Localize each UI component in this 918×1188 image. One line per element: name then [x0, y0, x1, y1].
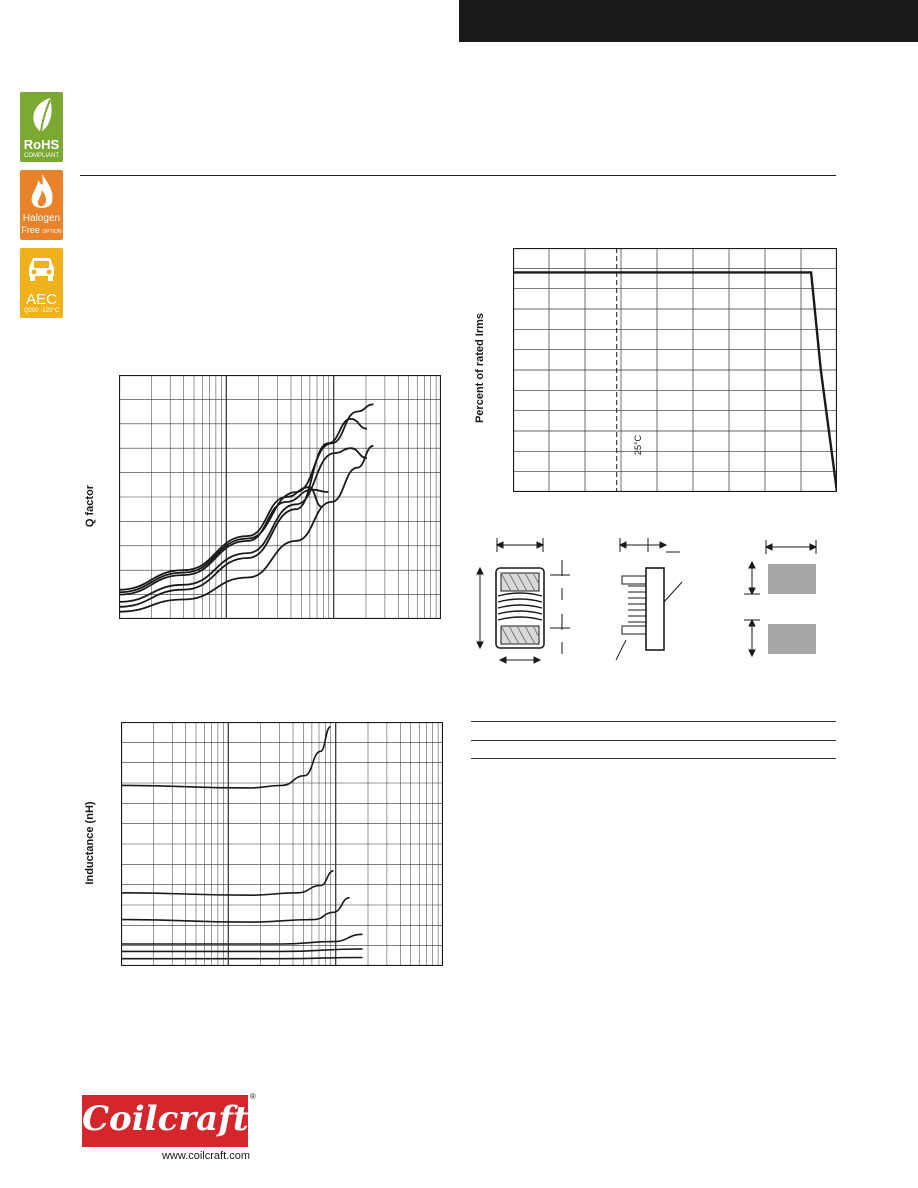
derating-y-label: Percent of rated Irms [474, 312, 486, 424]
derating-curve [513, 272, 837, 492]
series-line-4 [121, 934, 363, 944]
rohs-label: RoHS [23, 137, 60, 152]
series-line-6 [121, 958, 363, 959]
inductance-y-label: Inductance (nH) [84, 801, 96, 885]
car-icon [20, 248, 63, 292]
series-line-4 [119, 487, 322, 590]
series-line-1 [121, 727, 330, 788]
logo-text: Coilcraft [82, 1099, 249, 1139]
header-bar [459, 0, 918, 42]
q-factor-y-label: Q factor [84, 484, 96, 528]
registered-mark: ® [250, 1092, 256, 1101]
table-rule-top [471, 721, 836, 722]
temperature-marker-label: 25°C [633, 434, 643, 456]
halogen-free-label: Free [21, 225, 40, 235]
aec-sublabel: Q200 -125°C [23, 308, 60, 314]
grid [513, 248, 837, 492]
derating-chart [513, 248, 837, 492]
series-line-2 [121, 871, 334, 895]
aec-badge [20, 248, 63, 318]
inductance-chart [121, 722, 443, 966]
coilcraft-logo[interactable] [82, 1095, 248, 1147]
halogen-option-label: OPTION [42, 229, 62, 235]
leaf-icon [20, 92, 63, 136]
series-line-5 [119, 404, 373, 592]
component-dimension-drawing [470, 530, 840, 680]
grid [121, 722, 443, 966]
halogen-free-badge [20, 170, 63, 240]
aec-label: AEC [26, 291, 57, 308]
table-rule-bottom [471, 758, 836, 759]
q-factor-chart [119, 375, 441, 619]
section-rule [80, 175, 836, 176]
website-link[interactable]: www.coilcraft.com [161, 1150, 250, 1162]
series-line-6 [119, 446, 373, 612]
series-line-3 [119, 490, 328, 595]
series-line-5 [121, 949, 363, 952]
rohs-badge [20, 92, 63, 162]
rohs-sublabel: COMPLIANT [23, 153, 59, 159]
halogen-label: Halogen [22, 213, 61, 224]
grid [119, 375, 441, 619]
series-line-3 [121, 898, 350, 922]
flame-icon [20, 170, 63, 214]
table-rule-middle [471, 740, 836, 741]
